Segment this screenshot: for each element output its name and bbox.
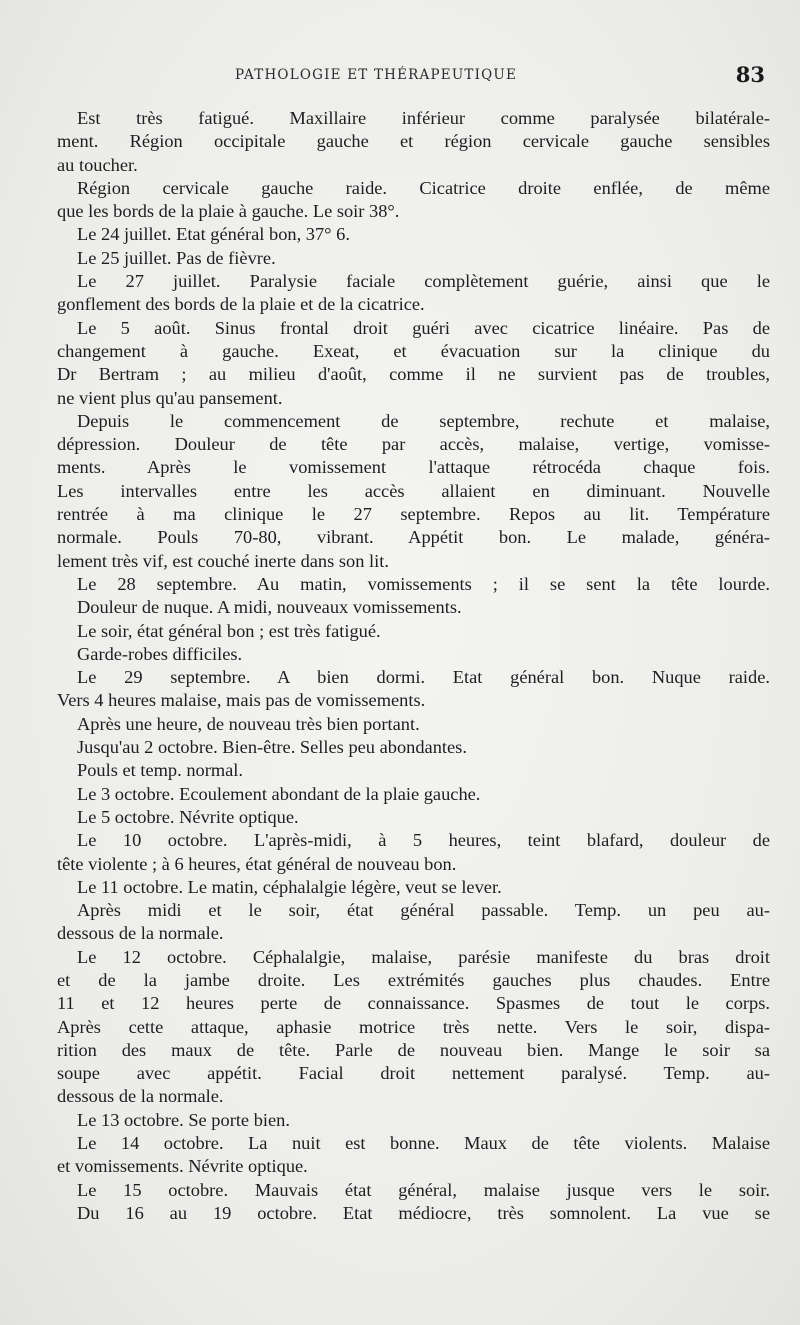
- text-line: ne vient plus qu'au pansement.: [57, 387, 283, 408]
- text-line: Est très fatigué. Maxillaire inférieur comme paralysée bilatérale-: [77, 108, 770, 128]
- text-line: Depuis le commencement de septembre, rechute et malaise,: [77, 410, 770, 431]
- page-header: [60, 64, 765, 92]
- text-line: Le 12 octobre. Céphalalgie, malaise, parésie manifeste du bras droit: [77, 946, 770, 967]
- text-line: Après cette attaque, aphasie motrice très nette. Vers le soir, dispa-: [57, 1016, 770, 1037]
- text-line: Jusqu'au 2 octobre. Bien-être. Selles peu abondantes.: [77, 737, 467, 758]
- text-line: changement à gauche. Exeat, et évacuation sur la clinique du: [57, 340, 770, 361]
- text-line: Dr Bertram ; au milieu d'août, comme il ne survient pas de troubles,: [57, 364, 770, 385]
- text-line: Le soir, état général bon ; est très fatigué.: [77, 620, 381, 641]
- body-text: [57, 107, 770, 1225]
- page-number: 83: [735, 62, 765, 87]
- text-line: Le 13 octobre. Se porte bien.: [77, 1109, 290, 1130]
- text-line: dessous de la normale.: [57, 923, 224, 944]
- text-line: Du 16 au 19 octobre. Etat médiocre, très somnolent. La vue se: [77, 1202, 770, 1223]
- text-line: Les intervalles entre les accès allaient en diminuant. Nouvelle: [57, 480, 770, 501]
- text-line: lement très vif, est couché inerte dans son lit.: [57, 550, 389, 571]
- text-line: Le 24 juillet. Etat général bon, 37° 6.: [77, 224, 350, 245]
- text-line: Région cervicale gauche raide. Cicatrice droite enflée, de même: [77, 177, 770, 198]
- text-line: dépression. Douleur de tête par accès, malaise, vertige, vomisse-: [57, 434, 770, 455]
- text-line: Pouls et temp. normal.: [77, 760, 244, 781]
- text-line: Le 5 août. Sinus frontal droit guéri avec cicatrice linéaire. Pas de: [77, 317, 770, 338]
- text-line: Vers 4 heures malaise, mais pas de vomissements.: [57, 690, 426, 711]
- text-line: Douleur de nuque. A midi, nouveaux vomissements.: [77, 597, 462, 618]
- text-line: au toucher.: [57, 154, 138, 175]
- text-line: Après une heure, de nouveau très bien portant.: [77, 713, 420, 734]
- text-line: que les bords de la plaie à gauche. Le soir 38°.: [57, 201, 400, 222]
- text-line: Garde-robes difficiles.: [77, 643, 243, 664]
- text-line: Le 15 octobre. Mauvais état général, malaise jusque vers le soir.: [77, 1179, 770, 1200]
- text-line: Le 3 octobre. Ecoulement abondant de la plaie gauche.: [77, 783, 481, 804]
- running-title: PATHOLOGIE ET THÉRAPEUTIQUE: [235, 67, 518, 83]
- text-line: Le 10 octobre. L'après-midi, à 5 heures, teint blafard, douleur de: [77, 830, 770, 851]
- text-line: Le 29 septembre. A bien dormi. Etat général bon. Nuque raide.: [77, 667, 770, 688]
- text-line: tête violente ; à 6 heures, état général de nouveau bon.: [57, 853, 457, 874]
- text-line: normale. Pouls 70-80, vibrant. Appétit bon. Le malade, généra-: [57, 527, 770, 548]
- text-line: rentrée à ma clinique le 27 septembre. Repos au lit. Température: [57, 504, 770, 525]
- text-line: dessous de la normale.: [57, 1086, 224, 1107]
- text-line: Le 14 octobre. La nuit est bonne. Maux de tête violents. Malaise: [77, 1133, 770, 1154]
- text-line: 11 et 12 heures perte de connaissance. Spasmes de tout le corps.: [57, 993, 770, 1014]
- text-line: Le 28 septembre. Au matin, vomissements ; il se sent la tête lourde.: [77, 573, 770, 594]
- text-line: soupe avec appétit. Facial droit nettement paralysé. Temp. au-: [57, 1063, 770, 1084]
- text-line: gonflement des bords de la plaie et de la cicatrice.: [57, 294, 425, 315]
- text-line: Le 27 juillet. Paralysie faciale complètement guérie, ainsi que le: [77, 271, 770, 292]
- text-line: Le 25 juillet. Pas de fièvre.: [77, 247, 276, 268]
- text-line: Le 11 octobre. Le matin, céphalalgie légère, veut se lever.: [77, 876, 502, 897]
- text-line: ment. Région occipitale gauche et région cervicale gauche sensibles: [57, 131, 770, 152]
- text-line: Le 5 octobre. Névrite optique.: [77, 806, 299, 827]
- text-line: rition des maux de tête. Parle de nouveau bien. Mange le soir sa: [57, 1039, 770, 1060]
- text-line: ments. Après le vomissement l'attaque rétrocéda chaque fois.: [57, 457, 770, 478]
- text-line: et de la jambe droite. Les extrémités gauches plus chaudes. Entre: [57, 969, 770, 990]
- text-line: Après midi et le soir, état général passable. Temp. un peu au-: [77, 900, 770, 921]
- text-line: et vomissements. Névrite optique.: [57, 1156, 308, 1177]
